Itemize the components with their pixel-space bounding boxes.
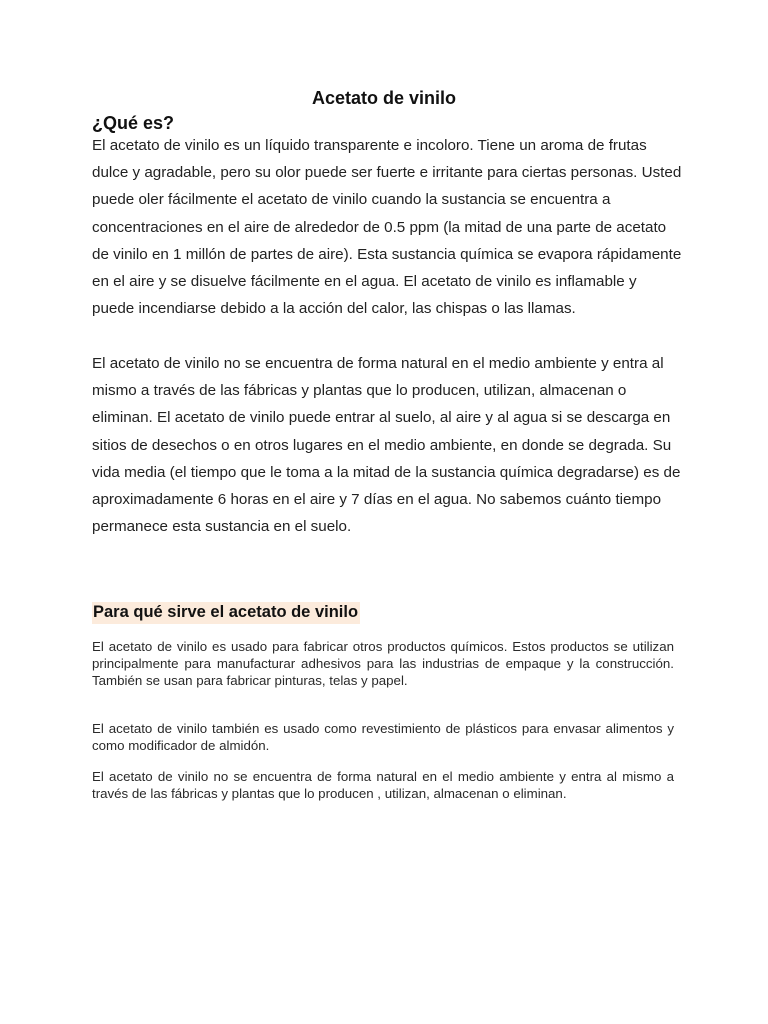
paragraph-uso-3: El acetato de vinilo no se encuentra de forma natural en el medio ambiente y entra al mismo a través de las fábricas y plantas que lo producen , utilizan, almacenan o eliminan. [92, 769, 674, 801]
paragraph-que-es-2: El acetato de vinilo no se encuentra de forma natural en el medio ambiente y entra al mismo a través de las fábricas y plantas que lo producen, utilizan, almacenan o eliminan. El acetato de vinilo puede entrar al suelo, al aire y al agua si se descarga en sitios de desechos o en otros lugares en el medio ambiente, en donde se degrada. Su vida media (el tiempo que le toma a la mitad de la sustancia química degradarse) es de aproximadamente 6 horas en el aire y 7 días en el agua. No sabemos cuánto tiempo permanece esta sustancia en el suelo. [92, 355, 681, 536]
paragraph-uso-1: El acetato de vinilo es usado para fabricar otros productos químicos. Estos productos se utilizan principalmente para manufacturar adhesivos para las industrias de empaque y la construcción. También se usan para fabricar pinturas, telas y papel. [92, 639, 674, 688]
section-heading-que-es: ¿Qué es? [92, 113, 175, 133]
section-heading-para-que-sirve: Para qué sirve el acetato de vinilo [92, 602, 360, 624]
paragraph-uso-2: El acetato de vinilo también es usado como revestimiento de plásticos para envasar alimentos y como modificador de almidón. [92, 721, 674, 753]
paragraph-que-es-1: El acetato de vinilo es un líquido transparente e incoloro. Tiene un aroma de frutas dulce y agradable, pero su olor puede ser fuerte e irritante para ciertas personas. Usted puede oler fácilmente el acetato de vinilo cuando la sustancia se encuentra a concentraciones en el aire de alrededor de 0.5 ppm (la mitad de una parte de acetato de vinilo en 1 millón de partes de aire). Esta sustancia química se evapora rápidamente en el aire y se disuelve fácilmente en el agua. El acetato de vinilo es inflamable y puede incendiarse debido a la acción del calor, las chispas o las llamas. [92, 137, 682, 318]
document-title: Acetato de vinilo [311, 88, 457, 108]
